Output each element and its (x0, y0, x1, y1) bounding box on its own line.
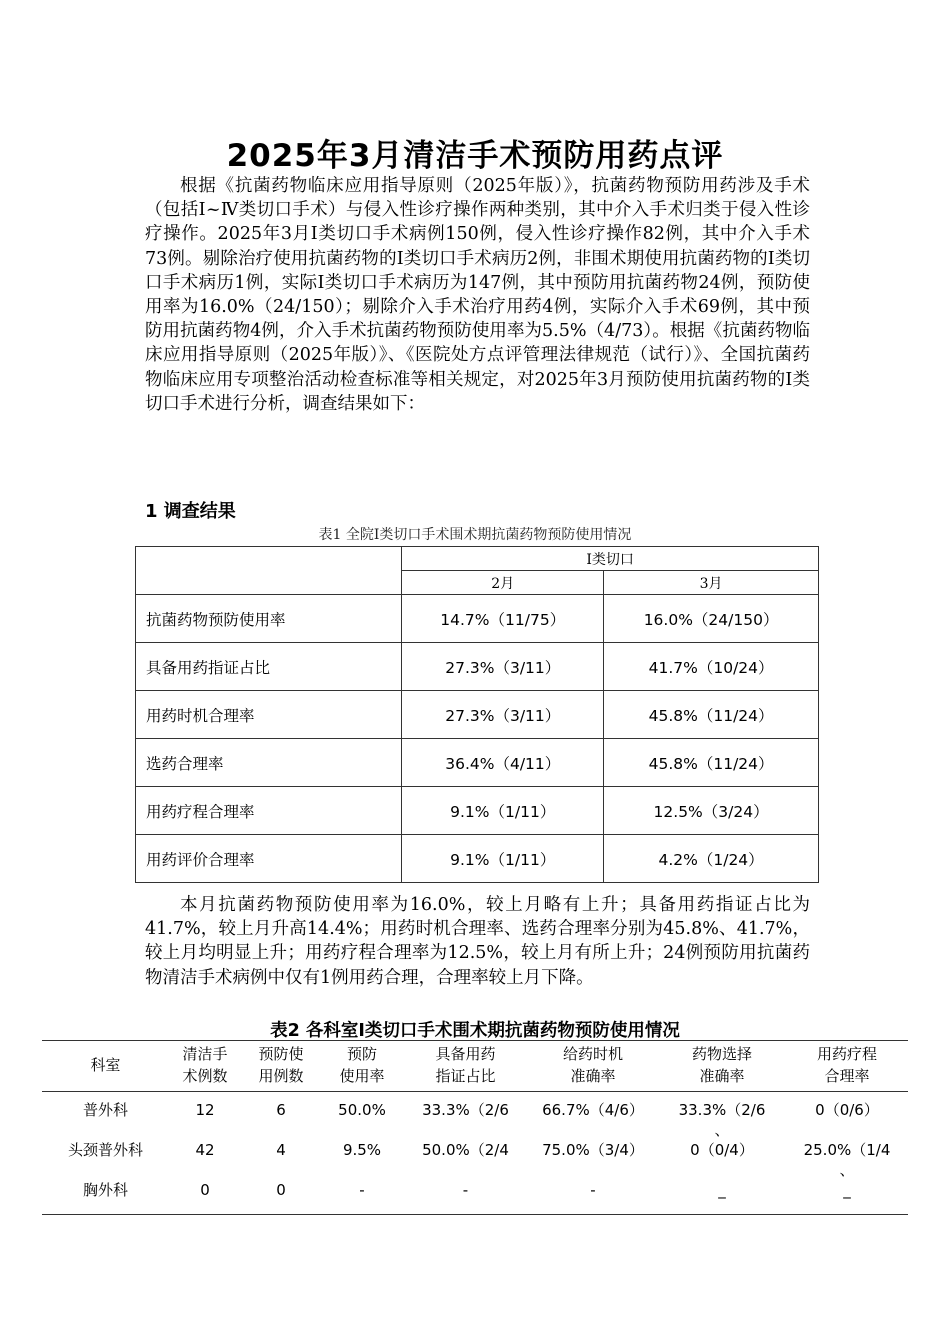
table2 (42, 1040, 908, 1215)
cases-cell: 0 (200, 1181, 210, 1199)
table-row (136, 595, 819, 643)
header-line: 准确率 (699, 1067, 745, 1085)
course-cell (786, 1140, 908, 1180)
dept-cell: 普外科 (82, 1101, 128, 1119)
table2-container (42, 1040, 908, 1215)
cases-cell: 12 (195, 1101, 215, 1119)
header-line: 预防 (346, 1045, 377, 1063)
header-timing (528, 1041, 658, 1092)
selection-cell (658, 1092, 786, 1141)
mar-value: 45.8%（11/24） (604, 691, 819, 739)
feb-value: 27.3%（3/11） (402, 691, 604, 739)
timing-cell: 75.0%（3/4） (542, 1141, 644, 1159)
cell-line: 33.3%（2/6 (678, 1101, 766, 1119)
row-label: 用药时机合理率 (136, 691, 402, 739)
cases-cell: 42 (195, 1141, 215, 1159)
feb-value: 27.3%（3/11） (402, 643, 604, 691)
header-line: 准确率 (570, 1067, 616, 1085)
indication-cell: 33.3%（2/6 (422, 1101, 509, 1119)
course-cell: 0（0/6） (815, 1101, 879, 1119)
table1-group-header: Ⅰ类切口 (402, 547, 819, 571)
feb-value: 14.7%（11/75） (402, 595, 604, 643)
mar-value: 45.8%（11/24） (604, 739, 819, 787)
row-label: 选药合理率 (136, 739, 402, 787)
rate-cell: 9.5% (342, 1141, 382, 1159)
table1-header-row (136, 547, 819, 571)
cell-line: 、 (839, 1161, 855, 1179)
table2-caption: 表2 各科室Ⅰ类切口手术围术期抗菌药物预防使用情况 (270, 1021, 680, 1041)
header-cases (169, 1041, 241, 1092)
row-label: 抗菌药物预防使用率 (136, 595, 402, 643)
table2-header-row (42, 1041, 908, 1092)
table-row (136, 691, 819, 739)
header-line: 清洁手 (182, 1045, 228, 1063)
timing-cell: - (590, 1181, 596, 1199)
header-line: 术例数 (182, 1067, 228, 1085)
rate-cell: - (359, 1181, 365, 1199)
mar-value: 16.0%（24/150） (604, 595, 819, 643)
table1-corner-cell (136, 547, 402, 595)
table1-col-feb: 2月 (402, 571, 604, 595)
table-row (42, 1092, 908, 1141)
header-selection (658, 1041, 786, 1092)
header-line: 药物选择 (691, 1045, 752, 1063)
mar-value: 41.7%（10/24） (604, 643, 819, 691)
indication-cell: 50.0%（2/4 (422, 1141, 509, 1159)
header-course (786, 1041, 908, 1092)
row-label: 具备用药指证占比 (136, 643, 402, 691)
selection-cell: 0（0/4） (690, 1141, 754, 1159)
cell-line: 、 (714, 1121, 730, 1139)
section-heading: 1 调查结果 (145, 501, 236, 522)
header-rate (321, 1041, 403, 1092)
row-label: 用药疗程合理率 (136, 787, 402, 835)
feb-value: 36.4%（4/11） (402, 739, 604, 787)
dept-cell: 头颈普外科 (67, 1141, 143, 1159)
indication-cell: - (462, 1181, 469, 1199)
page-title: 2025年3月清洁手术预防用药点评 (226, 138, 724, 174)
header-line: 用药疗程 (816, 1045, 877, 1063)
prev-cell: 0 (276, 1181, 286, 1199)
header-line: 指证占比 (435, 1067, 496, 1085)
header-line: 使用率 (339, 1067, 385, 1085)
feb-value: 9.1%（1/11） (402, 787, 604, 835)
summary-paragraph: 本月抗菌药物预防使用率为16.0%，较上月略有上升；具备用药指证占比为41.7%，较上月升高14.4%；用药时机合理率、选药合理率分别为45.8%、41.7%，较上月均明显上升；用药疗程合理率为12.5%，较上月有所上升；24例预防用抗菌药物清洁手术病例中仅有1例用药合理，合理率较上月下降。 (145, 895, 810, 988)
cell-line: 25.0%（1/4 (803, 1141, 891, 1159)
header-line: 科室 (90, 1056, 121, 1074)
timing-cell: 66.7%（4/6） (542, 1101, 644, 1119)
table-row (42, 1180, 908, 1215)
table1-caption: 表1 全院Ⅰ类切口手术围术期抗菌药物预防使用情况 (318, 527, 632, 543)
rate-cell: 50.0% (338, 1101, 386, 1119)
header-line: 合理率 (824, 1067, 870, 1085)
dept-cell: 胸外科 (82, 1181, 128, 1199)
feb-value: 9.1%（1/11） (402, 835, 604, 883)
header-indication (403, 1041, 528, 1092)
header-prev (241, 1041, 321, 1092)
table-row (136, 643, 819, 691)
header-dept (42, 1041, 169, 1092)
prev-cell: 4 (276, 1141, 286, 1159)
prev-cell: 6 (276, 1101, 286, 1119)
table1-col-mar: 3月 (604, 571, 819, 595)
mar-value: 4.2%（1/24） (604, 835, 819, 883)
row-label: 用药评价合理率 (136, 835, 402, 883)
table1 (135, 546, 819, 883)
mar-value: 12.5%（3/24） (604, 787, 819, 835)
header-line: 具备用药 (435, 1045, 496, 1063)
table-row (136, 835, 819, 883)
selection-cell: _ (718, 1181, 726, 1199)
course-cell: _ (843, 1181, 851, 1199)
header-line: 用例数 (258, 1067, 304, 1085)
table-row (136, 739, 819, 787)
intro-paragraph: 根据《抗菌药物临床应用指导原则（2025年版）》，抗菌药物预防用药涉及手术（包括Ⅰ~Ⅳ类切口手术）与侵入性诊疗操作两种类别，其中介入手术归类于侵入性诊疗操作。2025年3月Ⅰ类切口手术病例150例，侵入性诊疗操作82例，其中介入手术73例。剔除治疗使用抗菌药物的Ⅰ类切口手术病历2例，非围术期使用抗菌药物的Ⅰ类切口手术病历1例，实际Ⅰ类切口手术病历为147例，其中预防用抗菌药物24例，预防使用率为16.0%（24/150）；剔除介入手术治疗用药4例，实际介入手术69例，其中预防用抗菌药物4例，介入手术抗菌药物预防使用率为5.5%（4/73）。根据《抗菌药物临床应用指导原则（2025年版）》、《医院处方点评管理法律规范（试行）》、全国抗菌药物临床应用专项整治活动检查标准等相关规定，对2025年3月预防使用抗菌药物的Ⅰ类切口手术进行分析，调查结果如下： (145, 176, 810, 414)
table-row (136, 787, 819, 835)
header-line: 给药时机 (562, 1045, 623, 1063)
header-line: 预防使 (258, 1045, 304, 1063)
table-row (42, 1140, 908, 1180)
